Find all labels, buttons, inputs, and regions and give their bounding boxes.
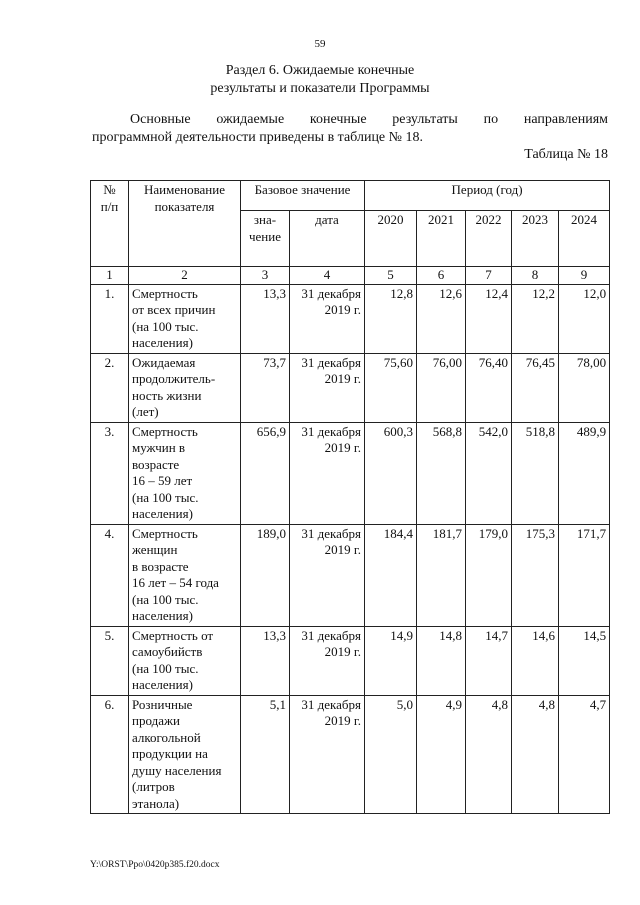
indicator-name-line: Розничные xyxy=(132,696,193,712)
table-row xyxy=(91,626,610,695)
year-value: 542,0 xyxy=(466,422,512,524)
header-base-val-line2: чение xyxy=(249,228,281,244)
row-number: 5. xyxy=(91,626,129,695)
header-name-line1: Наименование xyxy=(144,182,225,197)
intro-paragraph xyxy=(92,111,608,147)
column-number: 6 xyxy=(417,267,466,285)
header-num-line1: № xyxy=(103,182,116,197)
indicator-name-line: продажи xyxy=(132,713,180,728)
indicator-name-line: Смертность от xyxy=(132,627,214,643)
row-number: 6. xyxy=(91,695,129,814)
base-value: 656,9 xyxy=(241,422,290,524)
indicator-name-line: самоубийств xyxy=(132,644,203,659)
header-year-2021: 2021 xyxy=(417,211,466,267)
indicator-name xyxy=(129,353,241,422)
header-year-2020: 2020 xyxy=(365,211,417,267)
indicator-name-line: населения) xyxy=(132,506,193,521)
header-name xyxy=(129,181,241,267)
indicator-name-line: 16 лет – 54 года xyxy=(132,575,219,590)
base-date xyxy=(290,284,365,353)
table-row xyxy=(91,284,610,353)
year-value: 179,0 xyxy=(466,524,512,626)
year-value: 568,8 xyxy=(417,422,466,524)
base-date xyxy=(290,353,365,422)
column-numbers-row xyxy=(91,267,610,285)
base-date xyxy=(290,524,365,626)
year-value: 181,7 xyxy=(417,524,466,626)
table-row xyxy=(91,422,610,524)
indicator-name-line: (на 100 тыс. xyxy=(132,591,199,607)
year-value: 12,0 xyxy=(559,284,610,353)
year-value: 75,60 xyxy=(365,353,417,422)
indicator-name xyxy=(129,284,241,353)
base-date-line: 31 декабря xyxy=(301,525,362,541)
indicator-name-line: населения) xyxy=(132,335,193,350)
indicator-name-line: Смертность xyxy=(132,423,198,439)
base-date-line: 2019 г. xyxy=(324,371,362,386)
indicator-name xyxy=(129,626,241,695)
base-date-line: 31 декабря xyxy=(301,354,362,370)
row-number: 2. xyxy=(91,353,129,422)
year-value: 12,8 xyxy=(365,284,417,353)
header-num xyxy=(91,181,129,267)
indicator-name xyxy=(129,524,241,626)
indicator-name xyxy=(129,422,241,524)
year-value: 175,3 xyxy=(512,524,559,626)
base-value: 13,3 xyxy=(241,626,290,695)
year-value: 76,00 xyxy=(417,353,466,422)
column-number: 5 xyxy=(365,267,417,285)
table-row xyxy=(91,353,610,422)
base-date-line: 31 декабря xyxy=(301,696,362,712)
table-row xyxy=(91,695,610,814)
results-table xyxy=(90,180,610,814)
indicator-name-line: ность жизни xyxy=(132,387,202,403)
row-number: 3. xyxy=(91,422,129,524)
indicator-name-line: (литров xyxy=(132,779,175,794)
year-value: 518,8 xyxy=(512,422,559,524)
year-value: 14,8 xyxy=(417,626,466,695)
header-base-val-line1: зна- xyxy=(253,212,277,228)
year-value: 171,7 xyxy=(559,524,610,626)
indicator-name-line: этанола) xyxy=(132,795,180,811)
header-year-2022: 2022 xyxy=(466,211,512,267)
header-name-line2: показателя xyxy=(154,198,215,214)
base-date-line: 2019 г. xyxy=(324,644,362,659)
year-value: 4,8 xyxy=(466,695,512,814)
indicator-name-line: мужчин в xyxy=(132,440,186,455)
indicator-name-line: женщин xyxy=(132,542,178,557)
year-value: 4,7 xyxy=(559,695,610,814)
header-base-value: Базовое значение xyxy=(241,181,365,211)
year-value: 4,8 xyxy=(512,695,559,814)
header-year-2024: 2024 xyxy=(559,211,610,267)
base-date-line: 2019 г. xyxy=(324,440,362,455)
year-value: 489,9 xyxy=(559,422,610,524)
indicator-name-line: (на 100 тыс. xyxy=(132,660,199,676)
year-value: 600,3 xyxy=(365,422,417,524)
indicator-name-line: (лет) xyxy=(132,404,159,419)
page-number: 59 xyxy=(314,38,326,50)
year-value: 4,9 xyxy=(417,695,466,814)
intro-line1: Основные ожидаемые конечные результаты по направлениям xyxy=(130,112,608,127)
row-number: 1. xyxy=(91,284,129,353)
table-caption: Таблица № 18 xyxy=(524,147,608,162)
section-title-line1: Раздел 6. Ожидаемые конечные xyxy=(225,63,415,78)
header-period: Период (год) xyxy=(365,181,610,211)
indicator-name-line: населения) xyxy=(132,677,193,692)
section-title xyxy=(0,62,640,98)
column-number: 2 xyxy=(129,267,241,285)
indicator-name-line: 16 – 59 лет xyxy=(132,473,193,488)
column-number: 3 xyxy=(241,267,290,285)
base-value: 189,0 xyxy=(241,524,290,626)
year-value: 184,4 xyxy=(365,524,417,626)
indicator-name-line: возрасте xyxy=(132,456,180,472)
column-number: 1 xyxy=(91,267,129,285)
indicator-name-line: Смертность xyxy=(132,525,198,541)
indicator-name-line: населения) xyxy=(132,608,193,623)
indicator-name-line: душу населения xyxy=(132,762,222,778)
intro-line2: программной деятельности приведены в таблице № 18. xyxy=(92,130,424,145)
header-base-val xyxy=(241,211,290,267)
base-value: 5,1 xyxy=(241,695,290,814)
indicator-name-line: (на 100 тыс. xyxy=(132,318,199,334)
table-row xyxy=(91,524,610,626)
section-title-line2: результаты и показатели Программы xyxy=(210,81,430,96)
base-value: 73,7 xyxy=(241,353,290,422)
year-value: 12,6 xyxy=(417,284,466,353)
column-number: 7 xyxy=(466,267,512,285)
indicator-name-line: продукции на xyxy=(132,746,208,761)
year-value: 12,4 xyxy=(466,284,512,353)
year-value: 12,2 xyxy=(512,284,559,353)
indicator-name xyxy=(129,695,241,814)
header-base-date: дата xyxy=(290,211,365,267)
indicator-name-line: алкогольной xyxy=(132,729,201,745)
indicator-name-line: (на 100 тыс. xyxy=(132,489,199,505)
base-date-line: 31 декабря xyxy=(301,423,362,439)
year-value: 14,5 xyxy=(559,626,610,695)
base-date-line: 31 декабря xyxy=(301,285,362,301)
year-value: 5,0 xyxy=(365,695,417,814)
header-row-1 xyxy=(91,181,610,211)
base-value: 13,3 xyxy=(241,284,290,353)
base-date-line: 31 декабря xyxy=(301,627,362,643)
base-date-line: 2019 г. xyxy=(324,713,362,728)
year-value: 76,40 xyxy=(466,353,512,422)
indicator-name-line: от всех причин xyxy=(132,302,216,317)
year-value: 76,45 xyxy=(512,353,559,422)
base-date-line: 2019 г. xyxy=(324,542,362,557)
year-value: 78,00 xyxy=(559,353,610,422)
row-number: 4. xyxy=(91,524,129,626)
base-date-line: 2019 г. xyxy=(324,302,362,317)
base-date xyxy=(290,626,365,695)
year-value: 14,7 xyxy=(466,626,512,695)
column-number: 4 xyxy=(290,267,365,285)
base-date xyxy=(290,695,365,814)
indicator-name-line: Смертность xyxy=(132,285,198,301)
year-value: 14,6 xyxy=(512,626,559,695)
indicator-name-line: Ожидаемая xyxy=(132,354,196,370)
base-date xyxy=(290,422,365,524)
indicator-name-line: в возрасте xyxy=(132,558,189,574)
column-number: 8 xyxy=(512,267,559,285)
column-number: 9 xyxy=(559,267,610,285)
header-num-line2: п/п xyxy=(100,198,119,214)
indicator-name-line: продолжитель- xyxy=(132,371,216,386)
footer-file-path: Y:\ORST\Ppo\0420p385.f20.docx xyxy=(90,860,220,870)
year-value: 14,9 xyxy=(365,626,417,695)
header-year-2023: 2023 xyxy=(512,211,559,267)
